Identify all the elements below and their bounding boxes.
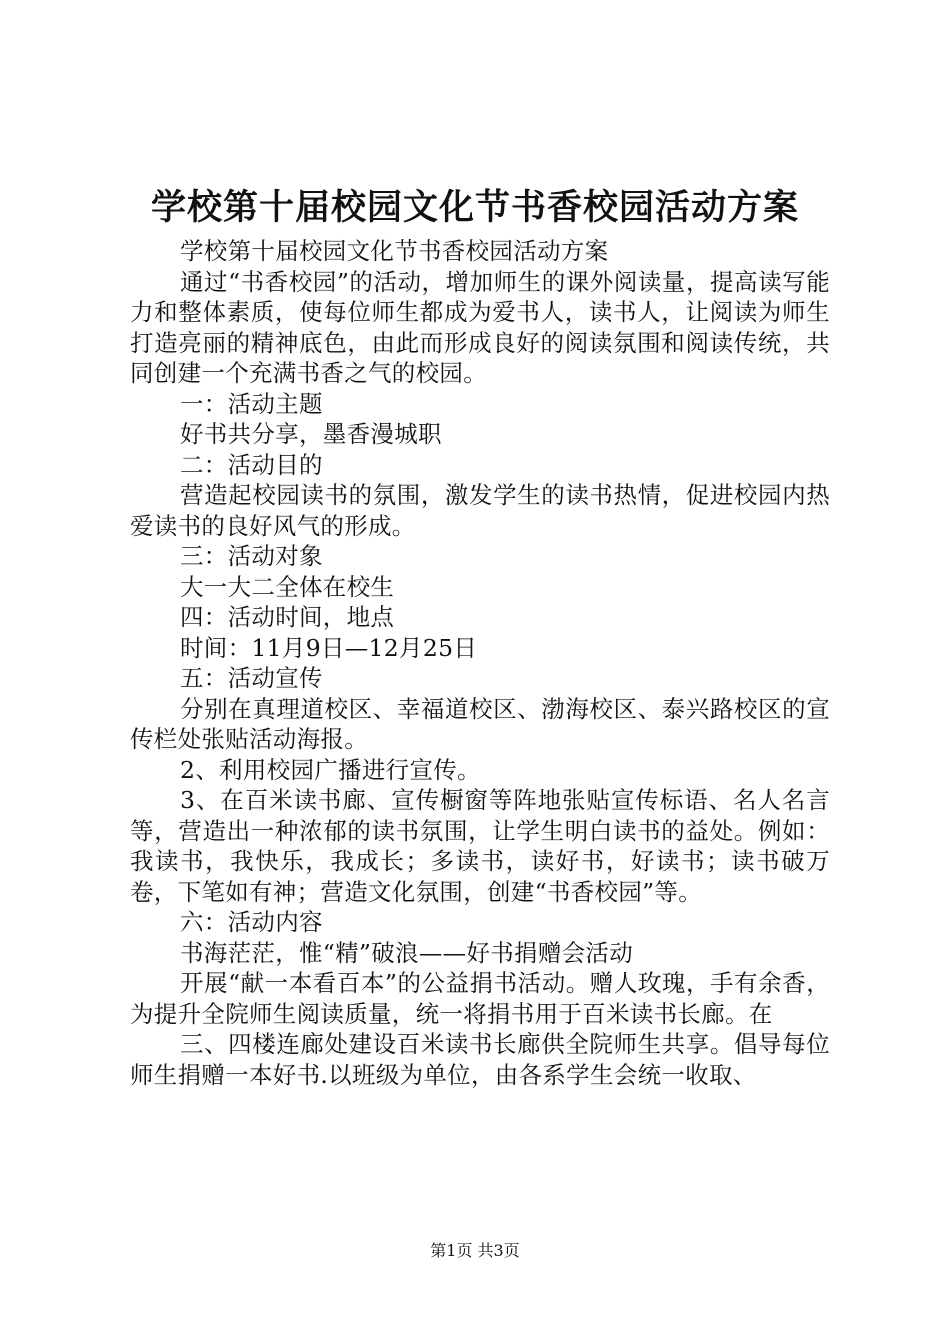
paragraph-content-1: 开展“献一本看百本”的公益捐书活动。赠人玫瑰，手有余香，为提升全院师生阅读质量，统一将捐书用于百米读书长廊。在	[130, 969, 830, 1028]
document-body	[130, 236, 830, 1090]
paragraph-publicity-3: 3、在百米读书廊、宣传橱窗等阵地张贴宣传标语、名人名言等，营造出一种浓郁的读书氛围，让学生明白读书的益处。例如：我读书，我快乐，我成长；多读书，读好书，好读书；读书破万卷，下笔如有神；营造文化氛围，创建“书香校园”等。	[130, 786, 830, 906]
paragraph-audience: 大一大二全体在校生	[180, 572, 395, 601]
paragraph-publicity-1: 分别在真理道校区、幸福道校区、渤海校区、泰兴路校区的宣传栏处张贴活动海报。	[130, 694, 830, 753]
document-title: 学校第十届校园文化节书香校园活动方案	[150, 187, 799, 228]
heading-time-place: 四：活动时间，地点	[180, 603, 395, 631]
paragraph-intro: 通过“书香校园”的活动，增加师生的课外阅读量，提高读写能力和整体素质，使每位师生都成为爱书人，读书人，让阅读为师生打造亮丽的精神底色，由此而形成良好的阅读氛围和阅读传统，共同创建一个充满书香之气的校园。	[130, 267, 830, 387]
paragraph-theme: 好书共分享，墨香漫城职	[180, 420, 442, 448]
heading-theme: 一：活动主题	[180, 389, 323, 418]
paragraph-content-title: 书海茫茫，惟“精”破浪——好书捐赠会活动	[180, 938, 634, 967]
page-footer: 第1页 共3页	[430, 1241, 520, 1260]
paragraph-publicity-2: 2、利用校园广播进行宣传。	[180, 755, 481, 784]
heading-content: 六：活动内容	[180, 908, 323, 936]
paragraph-content-2: 三、四楼连廊处建设百米读书长廊供全院师生共享。倡导每位师生捐赠一本好书.以班级为单位，由各系学生会统一收取、	[130, 1030, 830, 1089]
paragraph-purpose: 营造起校园读书的氛围，激发学生的读书热情，促进校园内热爱读书的良好风气的形成。	[130, 481, 830, 540]
heading-audience: 三：活动对象	[180, 542, 323, 570]
heading-purpose: 二：活动目的	[180, 450, 323, 479]
heading-publicity: 五：活动宣传	[180, 664, 323, 692]
paragraph-time: 时间：11月9日—12月25日	[180, 633, 478, 662]
document-subtitle: 学校第十届校园文化节书香校园活动方案	[180, 237, 609, 265]
